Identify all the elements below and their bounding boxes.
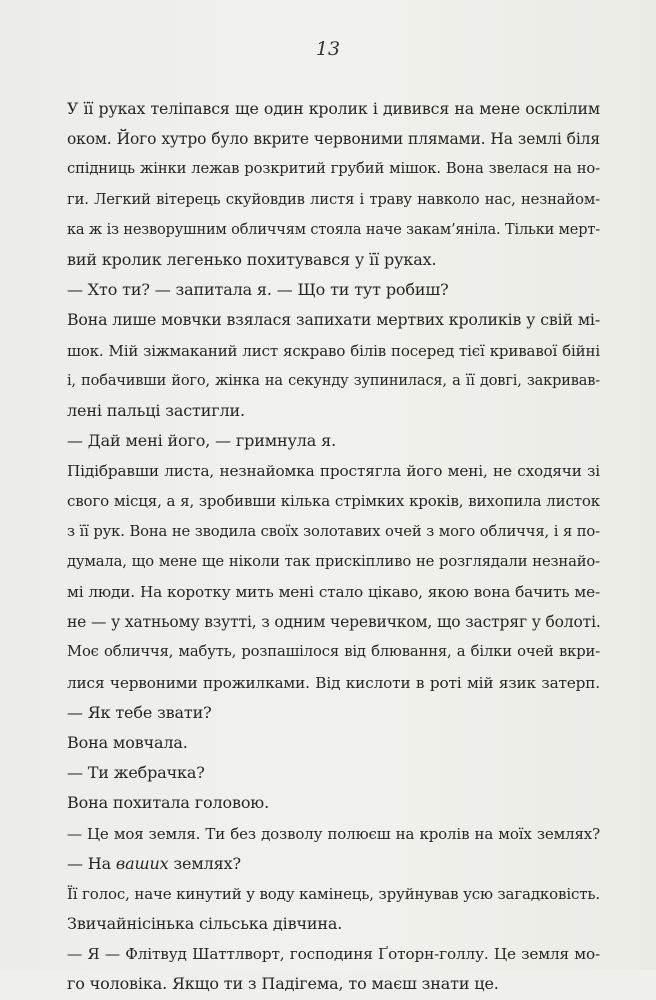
text-line: го чоловіка. Якщо ти з Падігема, то маєш знати це. [67, 974, 499, 994]
text-line: вий кролик легенько похитувався у її руках. [67, 249, 437, 269]
italic-emphasis: ваших [115, 853, 169, 873]
text-line: — Я — Флітвуд Шаттлворт, господиня Ґоторн-голлу. Це земля мо- [67, 945, 600, 964]
text-line: лися червоними прожилками. Від кислоти в роті мій язик затерп. [67, 673, 600, 692]
text-line: спідниць жінки лежав розкритий грубий мішок. Вона звелася на но- [67, 160, 600, 178]
text-line: Її голос, наче кинутий у воду камінець, зруйнував усю загадковість. [67, 884, 601, 903]
text-line: мі люди. На коротку мить мені стало цікаво, якою вона бачить ме- [67, 583, 600, 601]
text-line [67, 849, 600, 879]
text-line: шок. Мій зіжмаканий лист яскраво білів посеред тієї кривавої бійні [67, 341, 600, 360]
text-run: — На [67, 853, 111, 873]
text-line: свого місця, а я, зробивши кілька стрімких кроків, вихопила листок [67, 492, 600, 511]
text-line: У її руках теліпався ще один кролик і дивився на мене осклілим [67, 99, 600, 118]
text-line: ги. Легкий вітерець скуйовдив листя і траву навколо нас, незнайом- [67, 190, 600, 208]
text-line: — Дай мені його, — гримнула я. [67, 431, 337, 451]
text-line: Вона похитала головою. [67, 793, 270, 813]
text-line: оком. Його хутро було вкрите червоними плямами. На землі біля [67, 130, 600, 149]
text-line: Підібравши листа, незнайомка простягла його мені, не сходячи зі [67, 462, 600, 481]
text-line: не — у хатньому взутті, з одним черевичком, що застряг у болоті. [67, 613, 601, 632]
text-run: землях? [173, 853, 241, 873]
text-line: з її рук. Вона не зводила своїх золотавих очей з мого обличчя, і я по- [67, 522, 600, 540]
page-number: 13 [315, 38, 341, 60]
text-line: думала, що мене ще ніколи так прискіпливо не розглядали незнайо- [67, 552, 600, 570]
text-line: Звичайнісінька сільська дівчина. [67, 914, 343, 934]
text-line: — Хто ти? — запитала я. — Що ти тут робиш? [67, 280, 449, 300]
text-line: — Ти жебрачка? [67, 763, 205, 783]
text-line: — Як тебе звати? [67, 702, 212, 722]
text-line: Вона лише мовчки взялася запихати мертвих кроликів у свій мі- [67, 310, 600, 330]
text-line: лені пальці застигли. [67, 400, 245, 420]
text-line: і, побачивши його, жінка на секунду зупинилася, а її довгі, закривав- [67, 372, 600, 389]
text-line: ка ж із незворушним обличчям стояла наче закам’яніла. Тільки мерт- [67, 221, 600, 238]
text-line: Моє обличчя, мабуть, розпашілося від блювання, а білки очей вкри- [67, 643, 600, 661]
text-line: Вона мовчала. [67, 732, 188, 752]
text-line: — Це моя земля. Ти без дозволу полюєш на кролів на моїх землях? [67, 824, 600, 843]
body-text [67, 94, 600, 1000]
